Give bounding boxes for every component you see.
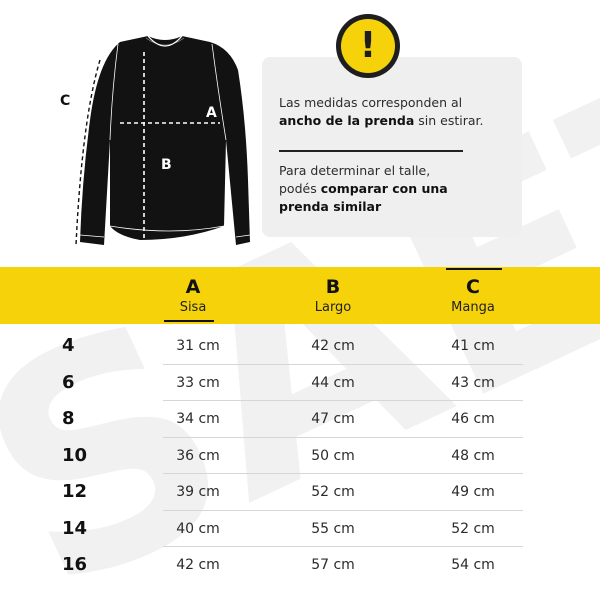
size-label: 10 bbox=[62, 444, 88, 466]
column-c-letter: C bbox=[466, 276, 480, 298]
table-row bbox=[0, 547, 600, 584]
warning-badge bbox=[336, 14, 400, 78]
info-line-1: Las medidas corresponden al bbox=[279, 95, 463, 110]
size-label: 8 bbox=[62, 408, 75, 429]
info-line-5-bold: prenda similar bbox=[279, 199, 382, 214]
info-line-3: Para determinar el talle, bbox=[279, 163, 431, 178]
size-label: 14 bbox=[62, 517, 88, 539]
cell-manga: 41 cm bbox=[451, 338, 495, 354]
cell-manga: 49 cm bbox=[451, 484, 495, 500]
cell-sisa: 31 cm bbox=[176, 338, 220, 354]
column-header-c bbox=[428, 276, 518, 316]
column-a-letter: A bbox=[185, 276, 201, 298]
label-b: B bbox=[161, 157, 172, 173]
cell-sisa: 33 cm bbox=[176, 374, 220, 391]
cell-manga: 54 cm bbox=[451, 557, 495, 573]
info-line-2-bold: ancho de la prenda bbox=[279, 113, 415, 128]
table-row bbox=[0, 438, 600, 475]
cell-largo: 57 cm bbox=[311, 557, 355, 573]
cell-largo: 44 cm bbox=[311, 374, 355, 391]
info-text-compare bbox=[279, 162, 514, 216]
column-c-name: Manga bbox=[451, 300, 495, 315]
size-label: 6 bbox=[62, 371, 75, 393]
table-row bbox=[0, 365, 600, 402]
cell-manga: 52 cm bbox=[451, 520, 495, 537]
info-text-measurements bbox=[279, 94, 514, 130]
table-row bbox=[0, 328, 600, 365]
cell-manga: 48 cm bbox=[451, 447, 495, 464]
column-b-letter: B bbox=[325, 276, 341, 298]
info-line-4: podés bbox=[279, 181, 321, 196]
cell-sisa: 42 cm bbox=[176, 557, 220, 573]
cell-largo: 47 cm bbox=[311, 411, 355, 427]
cell-largo: 52 cm bbox=[311, 484, 355, 500]
info-line-2: sin estirar. bbox=[414, 113, 484, 128]
header-overline-c bbox=[446, 268, 502, 270]
cell-largo: 55 cm bbox=[311, 520, 355, 537]
table-row bbox=[0, 474, 600, 511]
column-b-name: Largo bbox=[314, 300, 352, 315]
cell-sisa: 39 cm bbox=[176, 484, 220, 500]
info-divider bbox=[279, 150, 463, 152]
exclamation-icon bbox=[341, 19, 395, 73]
size-label: 4 bbox=[62, 335, 75, 356]
cell-largo: 50 cm bbox=[311, 447, 355, 464]
table-row bbox=[0, 401, 600, 438]
cell-largo: 42 cm bbox=[311, 338, 355, 354]
cell-sisa: 40 cm bbox=[176, 520, 220, 537]
sweater-shape bbox=[80, 36, 250, 245]
cell-sisa: 36 cm bbox=[176, 447, 220, 464]
column-header-a bbox=[148, 276, 238, 316]
size-label: 16 bbox=[62, 554, 88, 575]
header-underline-a bbox=[164, 320, 214, 322]
label-c: C bbox=[60, 93, 71, 109]
table-row bbox=[0, 511, 600, 548]
label-a: A bbox=[206, 105, 217, 121]
column-a-name: Sisa bbox=[179, 300, 207, 315]
cell-manga: 46 cm bbox=[451, 411, 495, 427]
column-header-b bbox=[288, 276, 378, 316]
exclamation-glyph: ! bbox=[359, 25, 377, 66]
cell-sisa: 34 cm bbox=[176, 411, 220, 427]
cell-manga: 43 cm bbox=[451, 374, 495, 391]
info-line-4-bold: comparar con una bbox=[320, 181, 448, 196]
size-label: 12 bbox=[62, 481, 88, 502]
sweater-diagram bbox=[60, 30, 270, 255]
